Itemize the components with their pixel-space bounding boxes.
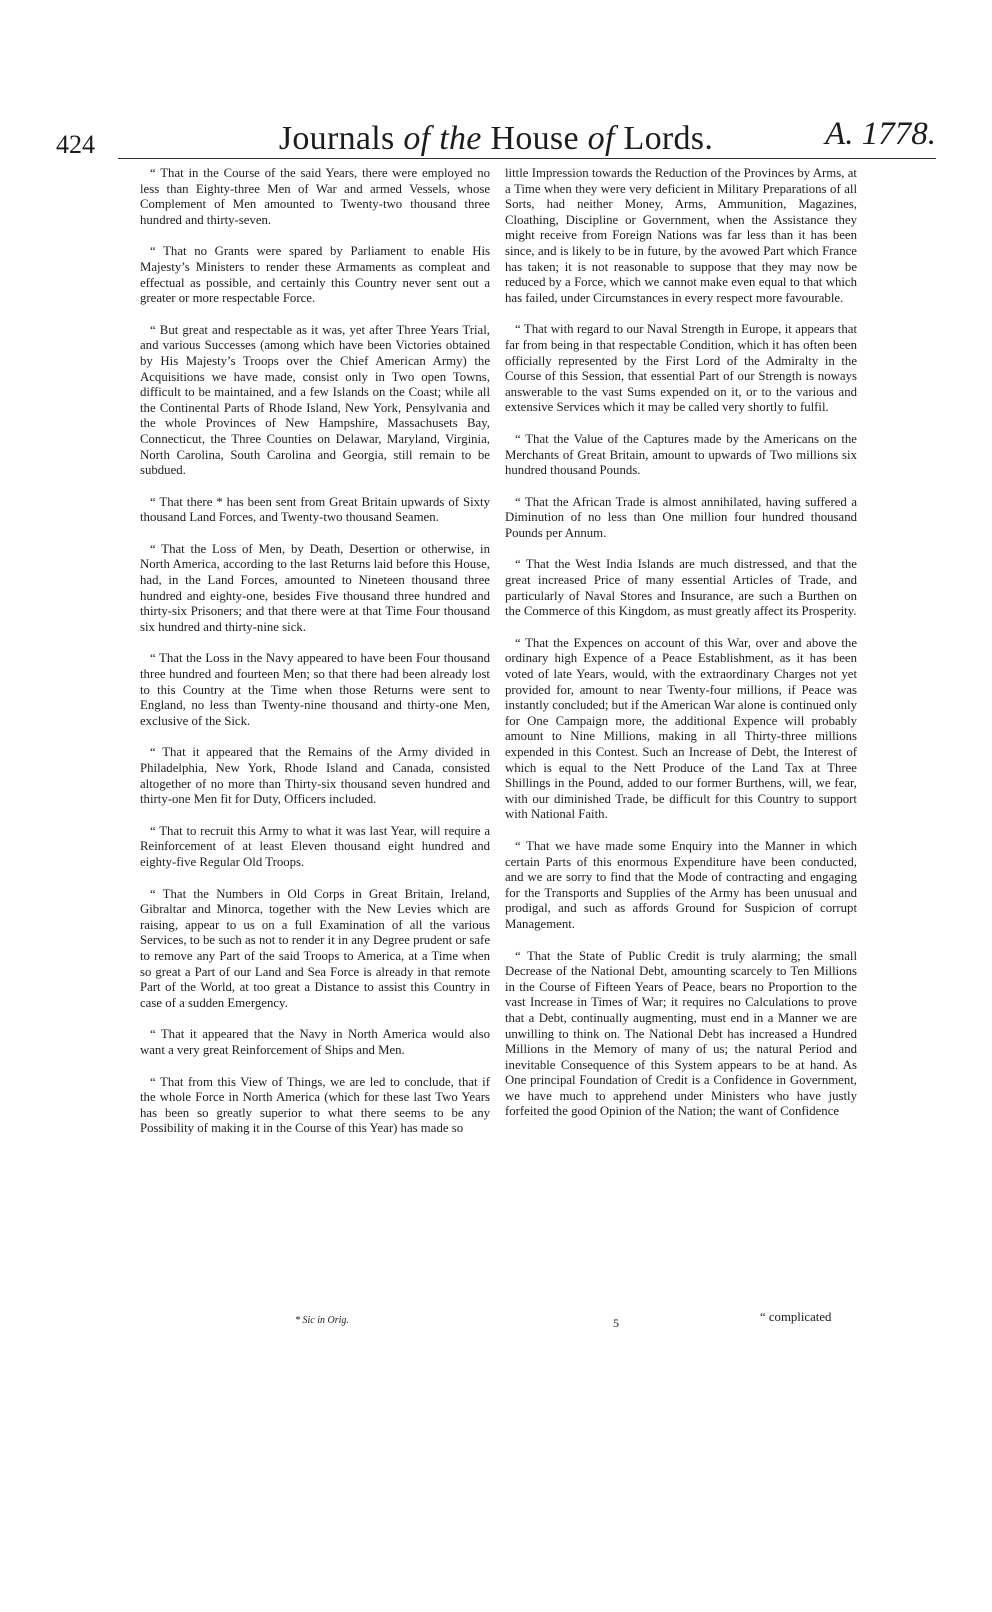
page-number: 424 [56,130,95,159]
footnote: * Sic in Orig. [295,1315,349,1326]
paragraph: “ That with regard to our Naval Strength in Europe, it appears that far from being in that respectable Condition, which it has often been officially represented by the First Lord of the Admiralty in the Course of this Session, that essential Part of our Strength is noways answerable to the vast Sums expended on it, or to the various and extensive Services which it may be called very shortly to fulfil. [505,322,857,415]
page-header [0,112,992,162]
header-rule [118,158,936,159]
signature-mark: 5 [613,1316,619,1330]
paragraph: “ That the State of Public Credit is truly alarming; the small Decrease of the National Debt, amounting scarcely to Ten Millions in the Course of Fifteen Years of Peace, bears no Proportion to the vast Increase in Times of War; it requires no Calculations to prove that a Debt, continually augmenting, must end in a Manner we are unwilling to think on. The National Debt has increased a Hundred Millions in the Memory of many of us; the natural Period and inevitable Consequence of this System appears to be at hand. As One principal Foundation of Credit is a Confidence in Government, we have much to apprehend under Ministers who have justly forfeited the good Opinion of the Nation; the want of Confidence [505,948,857,1119]
paragraph: “ That the Loss of Men, by Death, Desertion or otherwise, in North America, according to the last Returns laid before this House, had, in the Land Forces, amounted to Nineteen thousand three hundred and eighty-one, besides Five thousand three hundred and thirty-six Prisoners; and that there were at that Time Four thousand six hundred and thirty-nine sick. [140,541,490,634]
paragraph: “ That we have made some Enquiry into the Manner in which certain Parts of this enormous Expenditure have been conducted, and we are sorry to find that the Mode of contracting and engaging for the Transports and Supplies of the Army has been unusual and prodigal, and such as affords Ground for Suspicion of corrupt Management. [505,838,857,931]
paragraph: “ That it appeared that the Remains of the Army divided in Philadelphia, New York, Rhode Island and Canada, consisted altogether of no more than Thirty-six thousand seven hundred and thirty-one Men fit for Duty, Officers included. [140,745,490,807]
paragraph: “ That the West India Islands are much distressed, and that the great increased Price of many essential Articles of Trade, and particularly of Naval Stores and Insurance, are such a Burthen on the Commerce of this Kingdom, as must greatly affect its Prosperity. [505,557,857,619]
title-part: of [587,120,615,157]
left-column [140,166,490,1153]
paragraph: “ But great and respectable as it was, yet after Three Years Trial, and various Successes (among which have been Victories obtained by His Majesty’s Troops over the Chief American Army) the Acquisitions we have made, consist only in Two open Towns, difficult to be maintained, and a few Islands on the Coast; while all the Continental Parts of Rhode Island, New York, Pensylvania and the whole Provinces of New Hampshire, Massachusets Bay, Connecticut, the Three Counties on Delawar, Maryland, Virginia, North Carolina, South Carolina and Georgia, still remain to be subdued. [140,322,490,478]
paragraph: “ That there * has been sent from Great Britain upwards of Sixty thousand Land Forces, and Twenty-two thousand Seamen. [140,494,490,525]
paragraph: “ That from this View of Things, we are led to conclude, that if the whole Force in North America (which for these last Two Years has been so greatly superior to what there seems to be any Possibility of making it in the Course of this Year) has made so [140,1074,490,1136]
catchword: “ complicated [760,1310,832,1324]
right-column [505,166,857,1136]
paragraph: “ That no Grants were spared by Parliament to enable His Majesty’s Ministers to render these Armaments as compleat and effectual as possible, and certainly this Country never sent out a greater or more respectable Force. [140,244,490,306]
paragraph: “ That to recruit this Army to what it was last Year, will require a Reinforcement of at least Eleven thousand eight hundred and eighty-five Regular Old Troops. [140,823,490,869]
paragraph: “ That the Value of the Captures made by the Americans on the Merchants of Great Britain, amount to upwards of Two millions six hundred thousand Pounds. [505,431,857,478]
paragraph: “ That the Loss in the Navy appeared to have been Four thousand three hundred and fourteen Men; so that there had been already lost to this Country at the Time when those Returns were sent to England, no less than Twenty-nine thousand and thirty-one Men, exclusive of the Sick. [140,651,490,728]
title-part: Journals [278,120,404,157]
paragraph: “ That the Numbers in Old Corps in Great Britain, Ireland, Gibraltar and Minorca, together with the New Levies which are raising, appear to us on a full Examination of all the various Services, to be such as not to render it in any Degree prudent or safe to remove any Part of the said Troops to America, at a Time when so great a Part of our Land and Sea Force is already in that remote Part of the World, at too great a Distance to assist this Country in case of a sudden Emergency. [140,886,490,1010]
paragraph: “ That the Expences on account of this War, over and above the ordinary high Expence of a Peace Establishment, as it has been voted of late Years, would, with the extraordinary Charges not yet provided for, amount to near Twenty-four millions, if Peace was instantly concluded; but if the American War alone is continued only for One Campaign more, the additional Expence will probably amount to Nine Millions, making in all Thirty-three millions expended in this Contest. Such an Increase of Debt, the Interest of which is equal to the Nett Produce of the Land Tax at Three Shillings in the Pound, added to our former Burthens, will, we fear, with our diminished Trade, be difficult for this Country to support with National Faith. [505,635,857,822]
paragraph-continued: little Impression towards the Reduction of the Provinces by Arms, at a Time when they were very deficient in Military Preparations of all Sorts, had neither Money, Arms, Ammunition, Magazines, Cloathing, Discipline or Government, when the Assistance they might receive from Foreign Nations was far less than it has been since, and is likely to be in future, by the avowed Part which France has taken; it is not reasonable to suppose that they may now be reduced by a Force, which we cannot make even equal to that which has failed, under Circumstances in every respect more favourable. [505,166,857,305]
paragraph: “ That the African Trade is almost annihilated, having suffered a Diminution of no less than One million four hundred thousand Pounds per Annum. [505,494,857,540]
paragraph: “ That it appeared that the Navy in North America would also want a very great Reinforcement of Ships and Men. [140,1027,490,1057]
title-part: of the [403,120,482,157]
title-part: Lords. [614,120,714,157]
year-label: A. 1778. [825,116,936,152]
paragraph: “ That in the Course of the said Years, there were employed no less than Eighty-three Men of War and armed Vessels, whose Complement of Men amounted to Twenty-two thousand three hundred and thirty-seven. [140,166,490,227]
title-part: House [481,120,588,157]
